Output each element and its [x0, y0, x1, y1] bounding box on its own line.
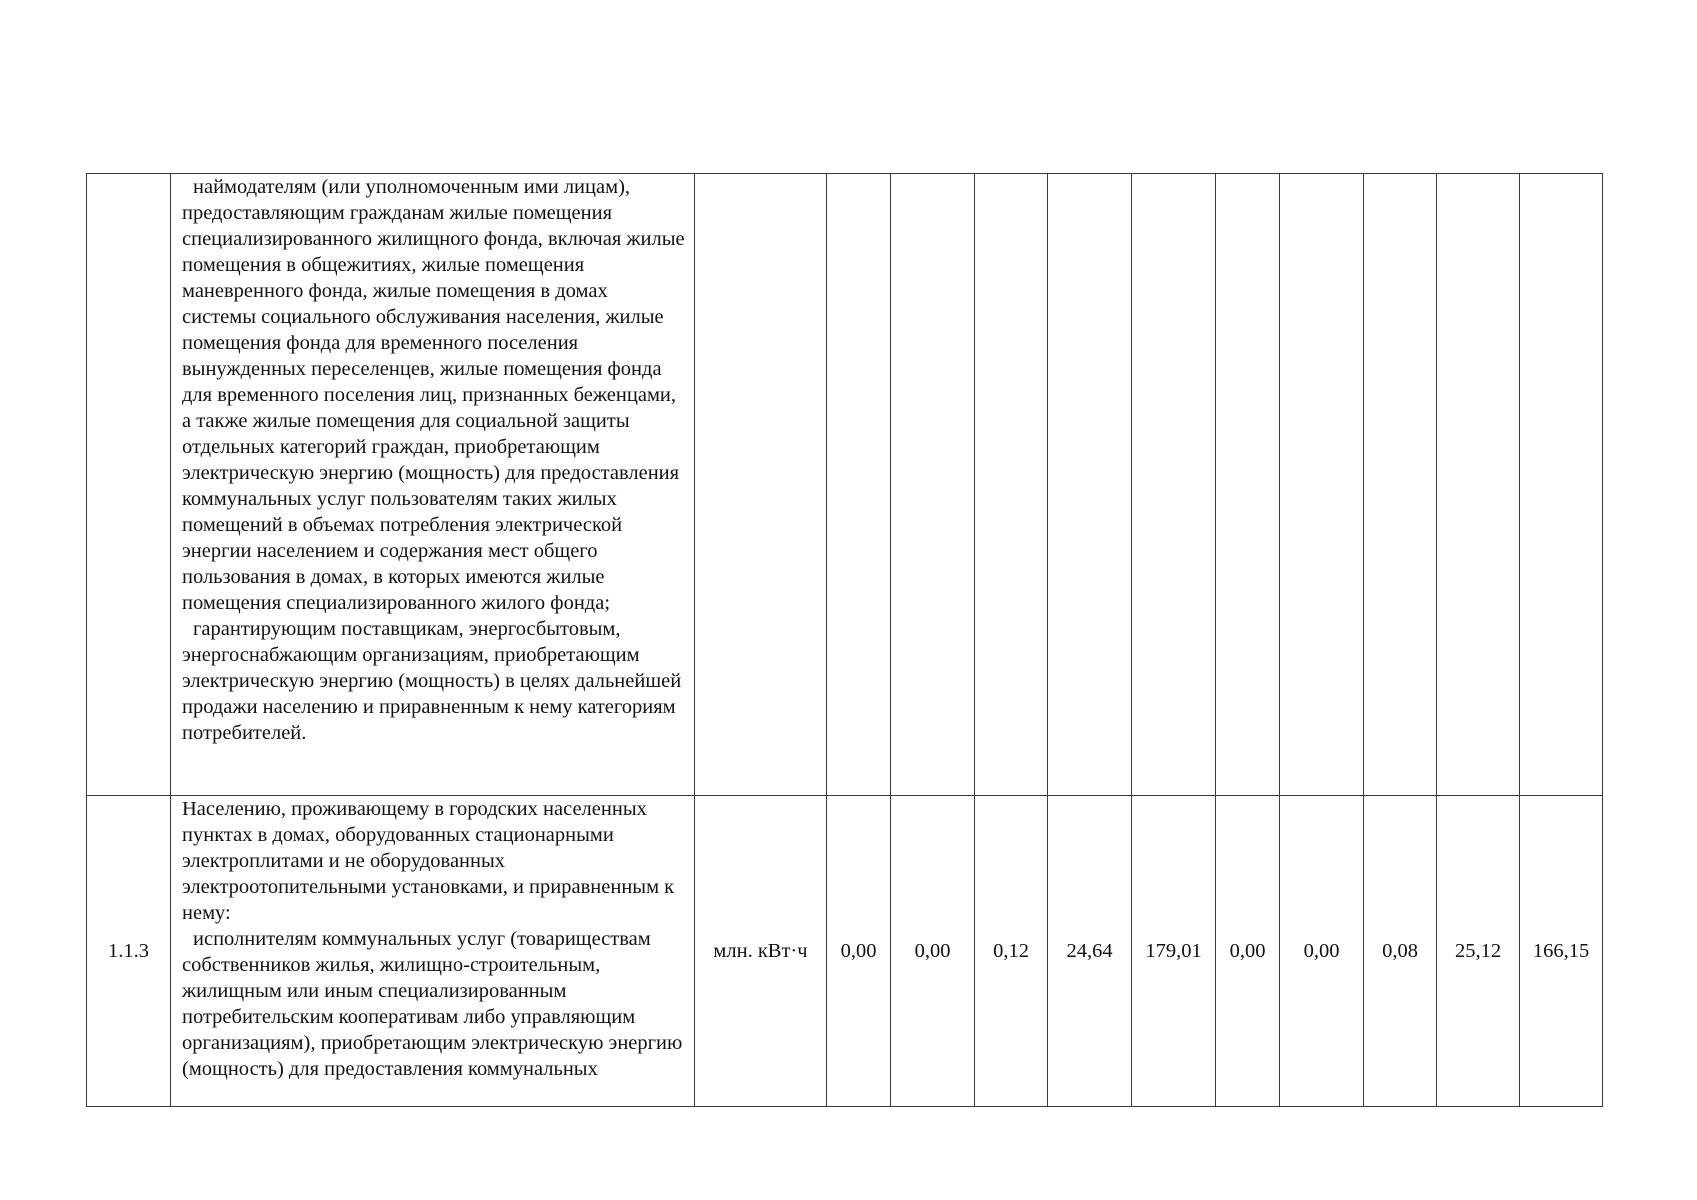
row-code-cell: 1.1.3 [87, 796, 171, 1107]
description-paragraph: наймодателям (или уполномоченным ими лицам), предоставляющим гражданам жилые помещения специализированного жилищного фонда, включая жилые помещения в общежитиях, жилые помещения маневренного фонда, жилые помещения в домах системы социального обслуживания населения, жилые помещения фонда для временного поселения вынужденных переселенцев, жилые помещения фонда для временного поселения лиц, признанных беженцами, а также жилые помещения для социальной защиты отдельных категорий граждан, приобретающим электрическую энергию (мощность) для предоставления коммунальных услуг пользователям таких жилых помещений в объемах потребления электрической энергии населением и содержания мест общего пользования в домах, в которых имеются жилые помещения специализированного жилого фонда; [182, 176, 685, 614]
tariff-volume-table [86, 173, 1603, 1107]
value-cell [1048, 174, 1132, 796]
value-cell: 24,64 [1048, 796, 1132, 1107]
row-description-cell [171, 796, 695, 1107]
row-description-cell [171, 174, 695, 796]
value-cell [1216, 174, 1280, 796]
table-row [87, 174, 1603, 796]
value-cell: 179,01 [1132, 796, 1216, 1107]
value-cell [827, 174, 891, 796]
value-cell [1280, 174, 1364, 796]
value-cell [1132, 174, 1216, 796]
value-cell: 0,00 [891, 796, 975, 1107]
value-cell: 0,12 [975, 796, 1048, 1107]
table-row [87, 796, 1603, 1107]
value-cell [1437, 174, 1520, 796]
value-cell: 0,00 [1216, 796, 1280, 1107]
description-paragraph: гарантирующим поставщикам, энергосбытовым, энергоснабжающим организациям, приобретающим электрическую энергию (мощность) в целях дальнейшей продажи населению и приравненным к нему категориям потребителей. [182, 618, 682, 744]
value-cell [1520, 174, 1603, 796]
value-cell [1364, 174, 1437, 796]
value-cell: 0,08 [1364, 796, 1437, 1107]
description-paragraph: Населению, проживающему в городских населенных пунктах в домах, оборудованных стационарными электроплитами и не оборудованных электроотопительными установками, и приравненным к нему: [182, 798, 675, 924]
unit-cell [695, 174, 827, 796]
description-paragraph: исполнителям коммунальных услуг (товариществам собственников жилья, жилищно-строительным, жилищным или иным специализированным потребительским кооперативам либо управляющим организациям), приобретающим электрическую энергию (мощность) для предоставления коммунальных [182, 928, 683, 1080]
value-cell [975, 174, 1048, 796]
unit-cell: млн. кВт·ч [695, 796, 827, 1107]
row-code-cell [87, 174, 171, 796]
value-cell: 0,00 [827, 796, 891, 1107]
value-cell [891, 174, 975, 796]
value-cell: 25,12 [1437, 796, 1520, 1107]
value-cell: 0,00 [1280, 796, 1364, 1107]
value-cell: 166,15 [1520, 796, 1603, 1107]
